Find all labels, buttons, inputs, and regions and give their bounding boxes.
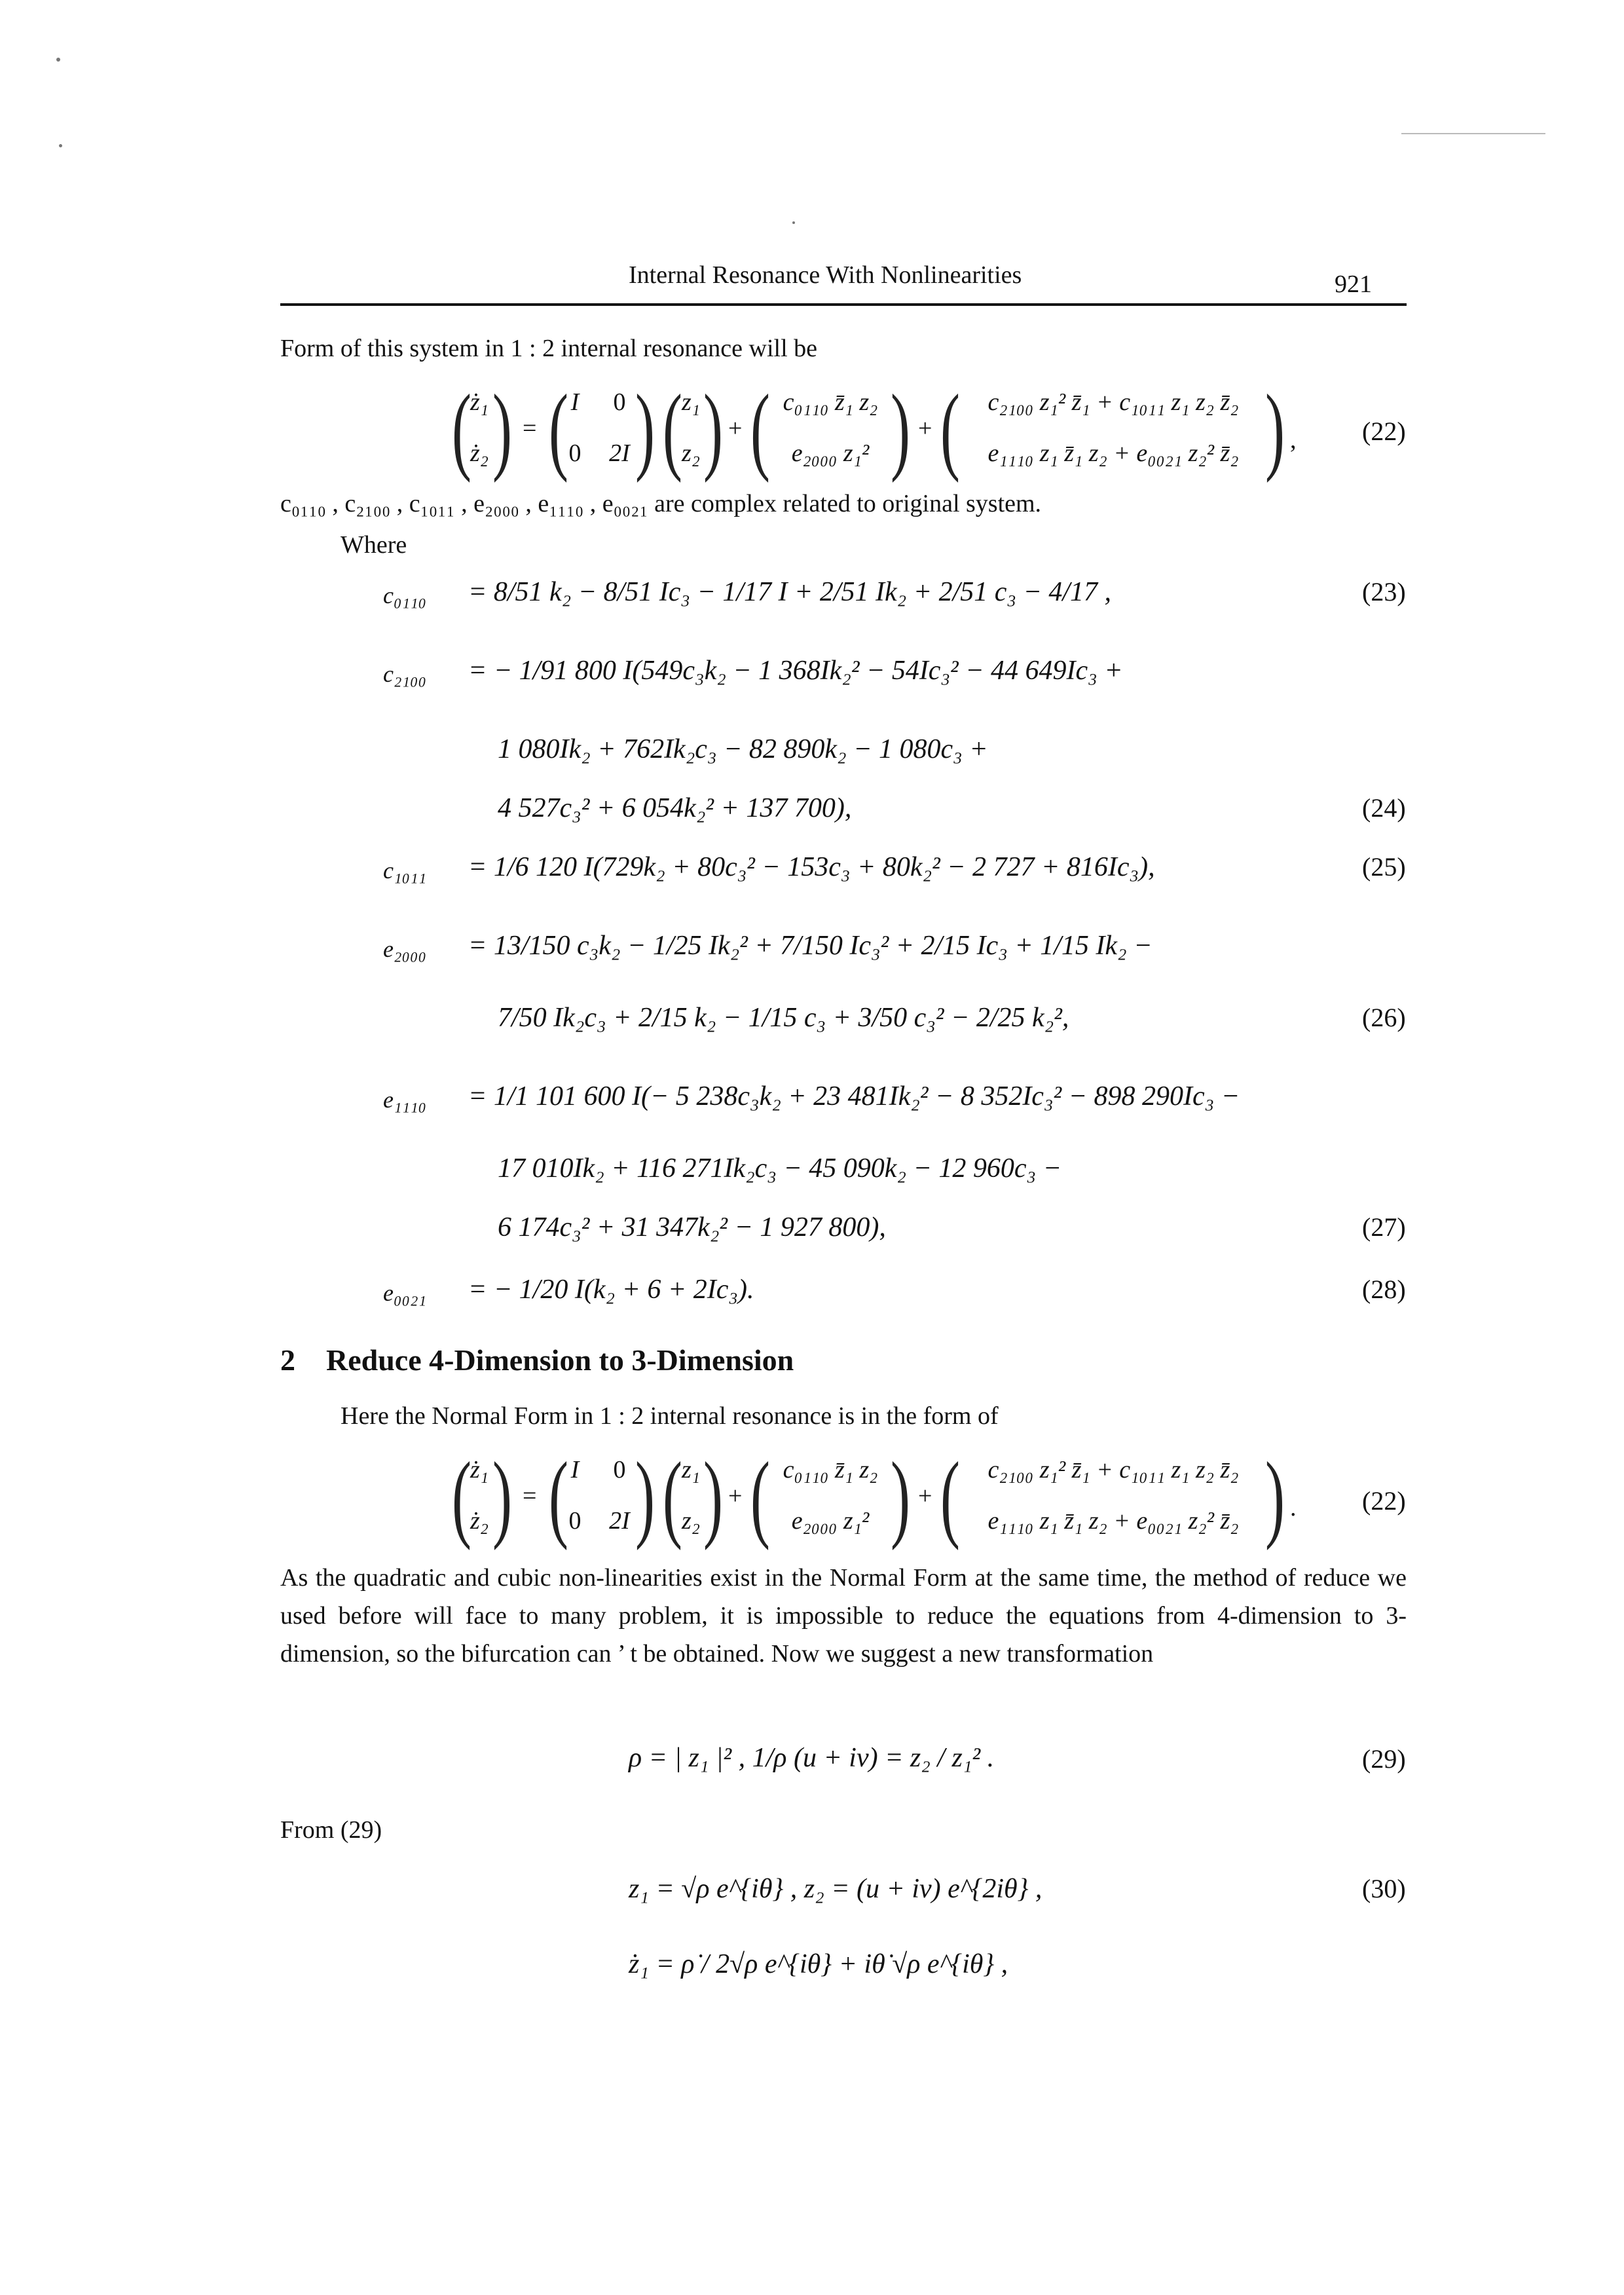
equation-22-repeat: ( ż₁ ż₂ ) = ( I 0 0 2I ) ( z₁ z₂ ) + ( c₀₁₁₀ z̄₁ z₂ e₂₀₀₀ z₁² ) + ( c₂₁₀₀ z₁² z̄₁ + c₁₀₁₁ z₁ z₂ z̄₂ e₁₁₁₀ z₁ z̄₁ z₂ + e₀₀₂₁ z₂² z̄₂ ) . — [451, 1442, 1297, 1551]
vec-bottom: z₂ — [682, 439, 700, 467]
equation-line: = − 1/91 800 I(549c₃k₂ − 1 368Ik₂² − 54Ic₃² − 44 649Ic₃ + — [468, 656, 1123, 686]
equation-number: (25) — [1362, 852, 1406, 882]
scan-speck — [792, 221, 795, 224]
scan-speck — [59, 144, 62, 147]
equation-number: (23) — [1362, 577, 1406, 606]
quad-bottom: e₂₀₀₀ z₁² — [791, 439, 870, 467]
vec-bottom: z₂ — [682, 1507, 700, 1535]
matrix-a: I — [570, 1456, 580, 1483]
equation-number: (27) — [1362, 1212, 1406, 1242]
equation-lhs: e₂₀₀₀ — [383, 936, 427, 962]
equation-line: = 1/1 101 600 I(− 5 238c₃k₂ + 23 481Ik₂² − 8 352Ic₃² − 898 290Ic₃ − — [468, 1081, 1240, 1111]
quad-top: c₀₁₁₀ z̄₁ z₂ — [783, 1456, 878, 1483]
matrix-b: 0 — [613, 1456, 626, 1483]
coef-sentence: c₀₁₁₀ , c₂₁₀₀ , c₁₀₁₁ , e₂₀₀₀ , e₁₁₁₀ , e₀₀₂₁ are complex related to original system. — [280, 490, 1042, 517]
body-paragraph: As the quadratic and cubic non-linearities exist in the Normal Form at the same time, the method of reduce we used before will face to many problem, it is impossible to reduce the equations from 4-dimension to 3-dimension, so the bifurcation can ’ t be obtained. Now we suggest a new transformation — [280, 1564, 1407, 1668]
equation-29: ρ = | z₁ |² , 1/ρ (u + iv) = z₂ / z₁² . — [629, 1743, 995, 1773]
equation-22: ( ż₁ ż₂ ) = ( I 0 0 2I ) ( z₁ z₂ ) + ( c₀₁₁₀ z̄₁ z₂ e₂₀₀₀ z₁² ) + ( c₂₁₀₀ z₁² z̄₁ + c₁₀₁₁ z₁ z₂ z̄₂ e₁₁₁₀ z₁ z̄₁ z₂ + e₀₀₂₁ z₂² z̄₂ ) , — [451, 375, 1297, 483]
header-rule — [280, 303, 1407, 306]
matrix-d: 2I — [609, 1507, 630, 1535]
lhs-bottom: ż₂ — [470, 439, 489, 467]
equation-line: 6 174c₃² + 31 347k₂² − 1 927 800), — [498, 1212, 886, 1242]
equation-30: z₁ = √ρ e^{iθ} , z₂ = (u + iv) e^{2iθ} , — [629, 1874, 1043, 1904]
equation-line: = 13/150 c₃k₂ − 1/25 Ik₂² + 7/150 Ic₃² + 2/15 Ic₃ + 1/15 Ik₂ − — [468, 931, 1153, 961]
matrix-a: I — [570, 388, 580, 416]
equation-line: = 1/6 120 I(729k₂ + 80c₃² − 153c₃ + 80k₂² − 2 727 + 816Ic₃), — [468, 852, 1155, 882]
intro-text: Form of this system in 1 : 2 internal resonance will be — [280, 335, 818, 362]
scan-speck — [56, 58, 60, 62]
equation-line: 1 080Ik₂ + 762Ik₂c₃ − 82 890k₂ − 1 080c₃ + — [498, 734, 988, 764]
lhs-bottom: ż₂ — [470, 1507, 489, 1535]
equation-line: = 8/51 k₂ − 8/51 Ic₃ − 1/17 I + 2/51 Ik₂ + 2/51 c₃ − 4/17 , — [468, 577, 1111, 607]
cubic-bottom: e₁₁₁₀ z₁ z̄₁ z₂ + e₀₀₂₁ z₂² z̄₂ — [987, 439, 1239, 467]
equation-lhs: c₀₁₁₀ — [383, 582, 427, 608]
section-number: 2 — [280, 1343, 295, 1377]
equation-lhs: c₁₀₁₁ — [383, 857, 427, 884]
equation-lhs: c₂₁₀₀ — [383, 661, 427, 687]
equation-number: (24) — [1362, 793, 1406, 823]
cubic-top: c₂₁₀₀ z₁² z̄₁ + c₁₀₁₁ z₁ z₂ z̄₂ — [987, 388, 1239, 416]
equation-number: (29) — [1362, 1744, 1406, 1774]
section-title: Reduce 4-Dimension to 3-Dimension — [326, 1343, 794, 1377]
vec-top: z₁ — [682, 1456, 700, 1483]
equation-number: (26) — [1362, 1003, 1406, 1032]
lhs-top: ż₁ — [470, 388, 489, 416]
equation-30-derivative: ż₁ = ρ̇ / 2√ρ e^{iθ} + iθ̇ √ρ e^{iθ} , — [629, 1949, 1008, 1979]
matrix-c: 0 — [568, 1507, 581, 1535]
lhs-top: ż₁ — [470, 1456, 489, 1483]
equation-line: = − 1/20 I(k₂ + 6 + 2Ic₃). — [468, 1275, 754, 1305]
from-29-label: From (29) — [280, 1816, 382, 1844]
equation-line: 7/50 Ik₂c₃ + 2/15 k₂ − 1/15 c₃ + 3/50 c₃² − 2/25 k₂², — [498, 1003, 1069, 1033]
page-number: 921 — [1335, 271, 1372, 298]
equation-line: 17 010Ik₂ + 116 271Ik₂c₃ − 45 090k₂ − 12 960c₃ − — [498, 1153, 1061, 1184]
equation-lhs: e₀₀₂₁ — [383, 1280, 427, 1306]
vec-top: z₁ — [682, 388, 700, 416]
running-title: Internal Resonance With Nonlinearities — [629, 261, 1022, 289]
matrix-b: 0 — [613, 388, 626, 416]
where-label: Where — [341, 531, 407, 559]
equation-lhs: e₁₁₁₀ — [383, 1087, 427, 1113]
scan-streak — [1401, 133, 1545, 134]
cubic-bottom: e₁₁₁₀ z₁ z̄₁ z₂ + e₀₀₂₁ z₂² z̄₂ — [987, 1507, 1239, 1535]
equation-line: 4 527c₃² + 6 054k₂² + 137 700), — [498, 793, 852, 823]
cubic-top: c₂₁₀₀ z₁² z̄₁ + c₁₀₁₁ z₁ z₂ z̄₂ — [987, 1456, 1239, 1483]
section-intro: Here the Normal Form in 1 : 2 internal resonance is in the form of — [341, 1402, 999, 1430]
equation-number: (28) — [1362, 1275, 1406, 1304]
matrix-c: 0 — [568, 439, 581, 467]
equation-number: (22) — [1362, 417, 1406, 446]
equation-number: (22) — [1362, 1486, 1406, 1516]
equation-number: (30) — [1362, 1874, 1406, 1903]
quad-bottom: e₂₀₀₀ z₁² — [791, 1507, 870, 1535]
quad-top: c₀₁₁₀ z̄₁ z₂ — [783, 388, 878, 416]
matrix-d: 2I — [609, 439, 630, 467]
